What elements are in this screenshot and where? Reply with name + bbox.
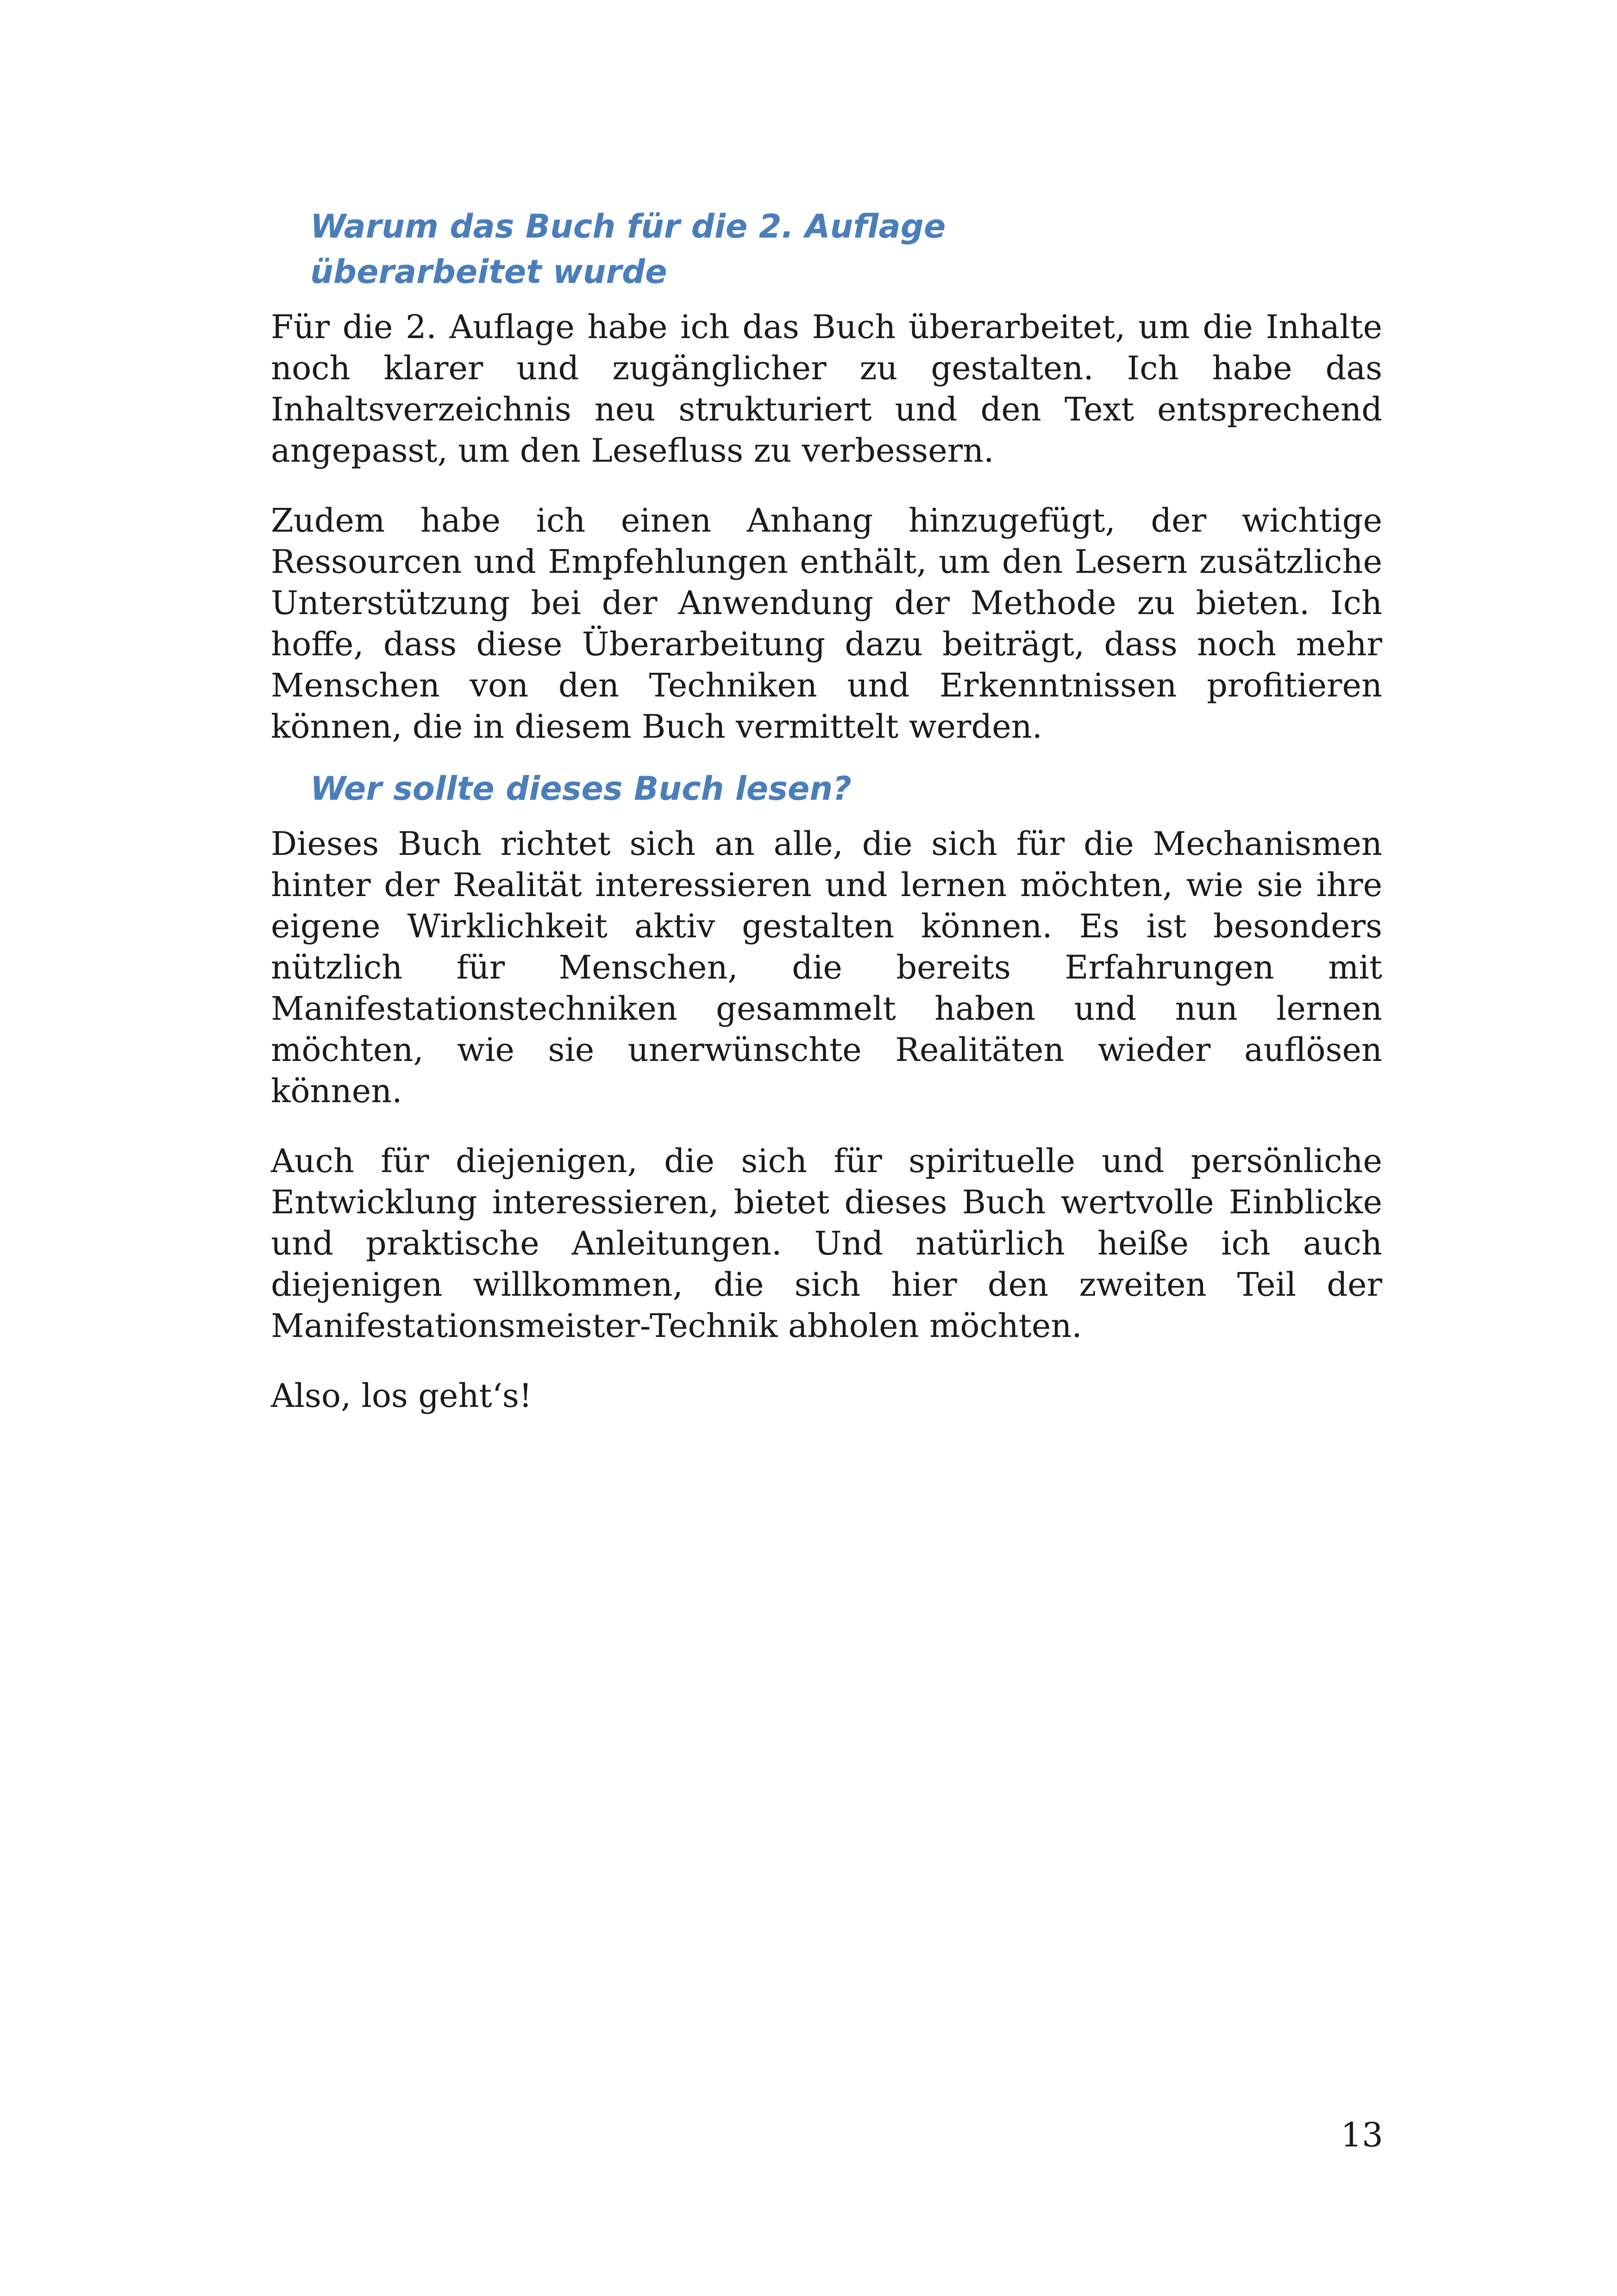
- page-content: [271, 204, 1382, 1445]
- section-heading-revision: [310, 204, 1382, 295]
- paragraph: Dieses Buch richtet sich an alle, die sich für die Mechanismen hinter der Realität interessieren und lernen möchten, wie sie ihre eigene Wirklichkeit aktiv gestalten können. Es ist besonders nützlich für Menschen, die bereits Erfahrungen mit Manifestationstechniken gesammelt haben und nun lernen möchten, wie sie unerwünschte Realitäten wieder auflösen können.: [271, 825, 1382, 1110]
- paragraph: Für die 2. Auflage habe ich das Buch überarbeitet, um die Inhalte noch klarer und zugänglicher zu gestalten. Ich habe das Inhaltsverzeichnis neu strukturiert und den Text entsprechend angepasst, um den Lesefluss zu verbessern.: [271, 308, 1382, 470]
- page-number: 13: [1341, 2115, 1383, 2154]
- paragraph-closing: Also, los geht‘s!: [271, 1377, 532, 1415]
- heading-line-1: Warum das Buch für die 2. Auflage: [310, 207, 946, 245]
- paragraph: Zudem habe ich einen Anhang hinzugefügt, der wichtige Ressourcen und Empfehlungen enthält, um den Lesern zusätzliche Unterstützung bei der Anwendung der Methode zu bieten. Ich hoffe, dass diese Überarbeitung dazu beiträgt, dass noch mehr Menschen von den Techniken und Erkenntnissen profitieren können, die in diesem Buch vermittelt werden.: [271, 502, 1382, 746]
- section-heading-audience: Wer sollte dieses Buch lesen?: [310, 770, 852, 808]
- paragraph: Auch für diejenigen, die sich für spirituelle und persönliche Entwicklung interessieren, bietet dieses Buch wertvolle Einblicke und praktische Anleitungen. Und natürlich heiße ich auch diejenigen willkommen, die sich hier den zweiten Teil der Manifestationsmeister-Technik abholen möchten.: [271, 1142, 1382, 1345]
- heading-line-2: überarbeitet wurde: [310, 253, 667, 291]
